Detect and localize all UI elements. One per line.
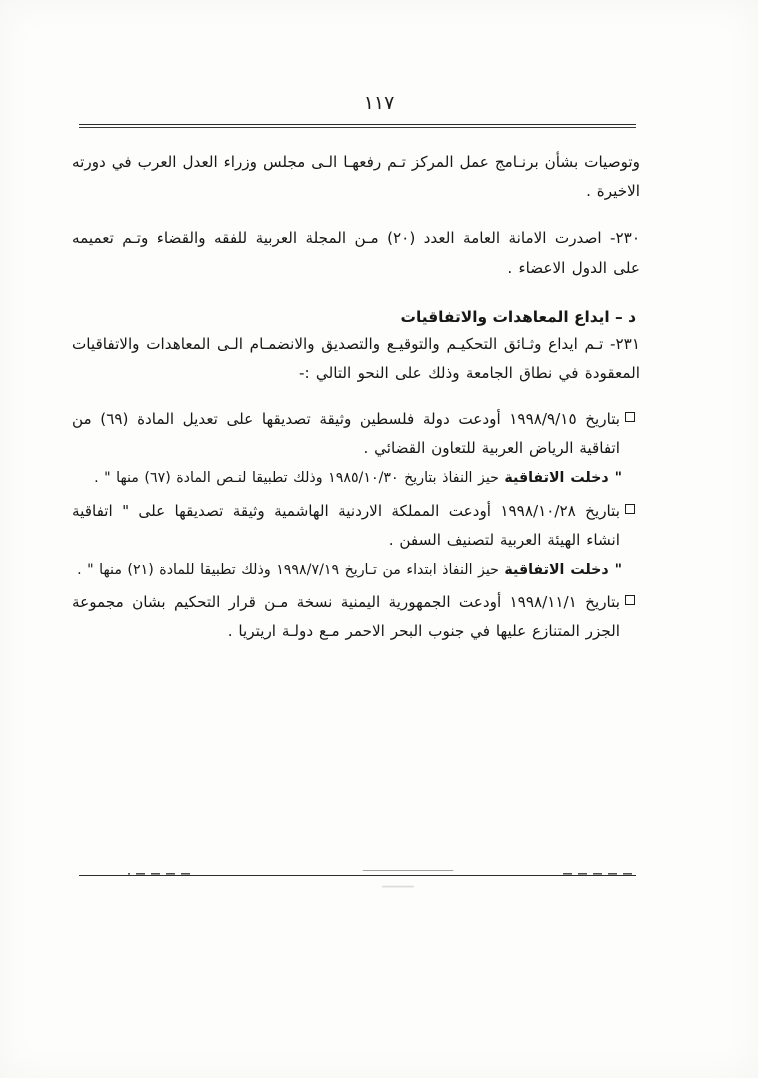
quote-line-2 bbox=[72, 557, 622, 584]
spacer bbox=[72, 393, 640, 405]
square-bullet-icon bbox=[620, 588, 640, 607]
list-item bbox=[72, 588, 640, 646]
spacer bbox=[72, 288, 640, 308]
quote-bold-lead: " دخلت الاتفاقية bbox=[504, 470, 622, 487]
list-item-text: بتاريخ ١٩٩٨/١٠/٢٨ أودعت المملكة الاردنية الهاشمية وثيقة تصديقها على " اتفاقية انشاء الهيئة العربية لتصنيف السفن . bbox=[72, 501, 620, 549]
square-bullet-icon bbox=[620, 405, 640, 424]
quote-rest: حيز النفاذ بتاريخ ١٩٨٥/١٠/٣٠ وذلك تطبيقا لنـص المادة (٦٧) منها " . bbox=[94, 470, 499, 487]
footer-smudge-text: ــــــــــــــــــــــــــــ bbox=[362, 862, 454, 874]
footer-smudge-text-secondary: ــــــــــــ bbox=[382, 880, 414, 890]
quote-rest: حيز النفاذ ابتداء من تـاريخ ١٩٩٨/٧/١٩ وذلك تطبيقا للمادة (٢١) منها " . bbox=[77, 561, 499, 578]
list-item-text: بتاريخ ١٩٩٨/٩/١٥ أودعت دولة فلسطين وثيقة تصديقها على تعديل المادة (٦٩) من اتفاقية الرياض العربية للتعاون القضائي . bbox=[72, 409, 621, 458]
numbered-item-231: ٢٣١- تـم ايداع وثـائق التحكيـم والتوقيـع والتصديق والانضمـام الـى المعاهدات والاتفاقيات المعقودة في نطاق الجامعة وذلك على النحو التالي :- bbox=[72, 334, 640, 383]
numbered-item-230: ٢٣٠- اصدرت الامانة العامة العدد (٢٠) مـن المجلة العربية للفقه والقضاء وتـم تعميمه على الدول الاعضاء . bbox=[72, 229, 640, 278]
footer-dash-ornament-left bbox=[128, 869, 190, 879]
square-bullet-icon bbox=[620, 497, 640, 516]
spacer bbox=[72, 212, 640, 224]
list-item bbox=[72, 405, 640, 463]
page-number: ١١٧ bbox=[363, 92, 395, 114]
quote-bold-lead: " دخلت الاتفاقية bbox=[504, 561, 622, 578]
page-body bbox=[72, 148, 640, 649]
footer-dash-ornament-right bbox=[562, 869, 632, 879]
quote-line-1 bbox=[72, 465, 622, 492]
continued-paragraph: وتوصيات بشأن برنـامج عمل المركز تـم رفعهـا الـى مجلس وزراء العدل العرب في دورته الاخيرة . bbox=[72, 153, 640, 201]
header-divider bbox=[79, 124, 636, 125]
list-item bbox=[72, 497, 640, 555]
list-item-text: بتاريخ ١٩٩٨/١١/١ أودعت الجمهورية اليمنية نسخة مـن قرار التحكيم بشان مجموعة الجزر المتنازع عليها في جنوب البحر الاحمر مـع دولـة اريتريا . bbox=[72, 593, 620, 641]
section-heading: د – ايداع المعاهدات والاتفاقيات bbox=[400, 307, 636, 326]
